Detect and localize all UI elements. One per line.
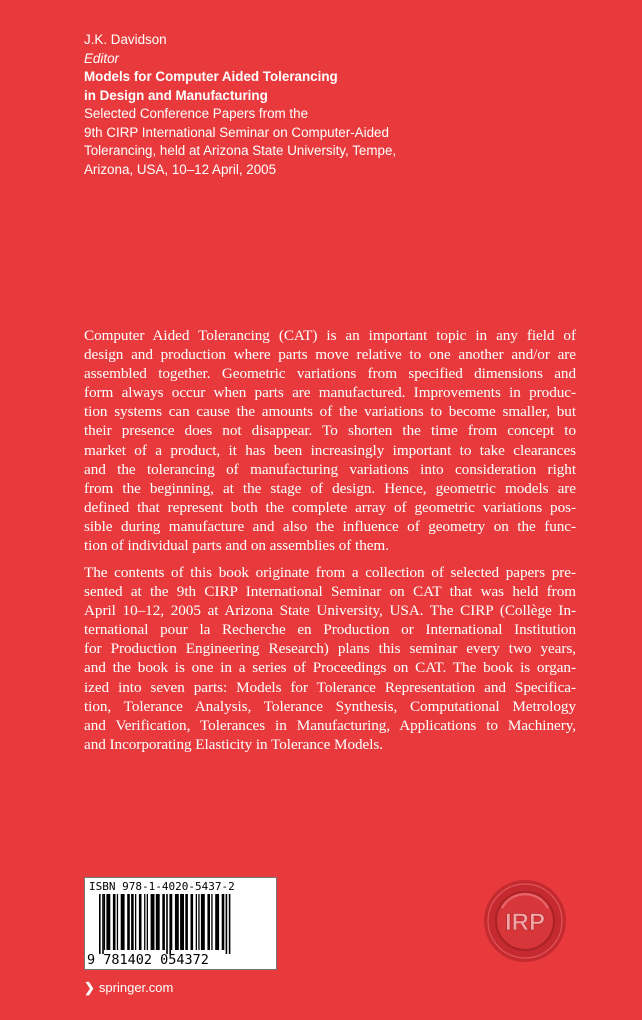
barcode-bar [151, 894, 155, 950]
barcode-bar [198, 894, 199, 950]
paragraph-line: and Verification, Tolerances in Manufacturing, Applications to Machinery, [84, 716, 576, 734]
book-title-line-2: in Design and Manufacturing [84, 87, 268, 103]
barcode-bar [135, 894, 136, 950]
book-info-header [84, 31, 414, 179]
paragraph-line: April 10–12, 2005 at Arizona State University, USA. The CIRP (Collège In- [84, 602, 576, 620]
subtitle-line-4: Arizona, USA, 10–12 April, 2005 [84, 161, 277, 177]
barcode-bar [196, 894, 197, 950]
barcode-bar [211, 894, 212, 950]
paragraph-line: form always occur when parts are manufactured. Improvements in produc- [84, 384, 576, 402]
book-title-line-1: Models for Computer Aided Tolerancing [84, 69, 338, 84]
description-paragraph-1 [84, 326, 576, 555]
paragraph-line: tion, Tolerance Analysis, Tolerance Synthesis, Computational Metrology [84, 697, 576, 715]
barcode-bar [175, 894, 179, 950]
paragraph-line: design and production where parts move relative to one another and/or are [84, 346, 576, 364]
paragraph-line: and the book is one in a series of Proceedings on CAT. The book is organ- [84, 659, 576, 677]
barcode-bar [229, 894, 231, 954]
barcode-bar [144, 894, 145, 950]
editor-name: J.K. Davidson [84, 32, 167, 47]
logo-text: IRP [504, 909, 546, 936]
paragraph-line: Computer Aided Tolerancing (CAT) is an important topic in any field of [84, 327, 576, 344]
barcode-bar [139, 894, 142, 950]
subtitle-line-2: 9th CIRP International Seminar on Computer-Aided [84, 124, 389, 140]
barcode-bar [185, 894, 188, 950]
barcode-bar [147, 894, 148, 950]
barcode-bar [121, 894, 125, 950]
paragraph-line: ized into seven parts: Models for Tolerance Representation and Specifica- [84, 678, 576, 696]
barcode-bar [171, 894, 172, 950]
publisher-link[interactable] [84, 980, 173, 996]
paragraph-line: and Incorporating Elasticity in Tolerance Models. [84, 735, 384, 753]
barcode-bar [117, 894, 118, 950]
paragraph-line: market of a product, it has been increasingly important to take clearances [84, 441, 576, 459]
paragraph-line: their presence does not disappear. To shorten the time from concept to [84, 422, 576, 440]
paragraph-line: ternational pour la Recherche en Production or International Institution [84, 621, 576, 639]
barcode-bar [104, 894, 105, 950]
isbn-barcode [84, 877, 277, 970]
barcode-bar [166, 894, 168, 954]
subtitle-line-3: Tolerancing, held at Arizona State University, Tempe, [84, 143, 397, 158]
barcode-bar [106, 894, 110, 950]
cirp-logo [482, 878, 568, 964]
subtitle-line-1: Selected Conference Papers from the [84, 106, 309, 121]
paragraph-line: sented at the 9th CIRP International Seminar on CAT that was held from [84, 583, 576, 601]
barcode-bar [201, 894, 205, 950]
chevron-right-icon: ❯ [84, 980, 95, 995]
paragraph-line: from the beginning, at the stage of design. Hence, geometric models are [84, 479, 576, 497]
barcode-bar [162, 894, 165, 950]
barcode-bar [222, 894, 225, 950]
paragraph-line: tion of individual parts and on assemblies of them. [84, 537, 389, 555]
description-paragraph-2 [84, 563, 576, 754]
paragraph-line: for Production Engineering Research) plans this seminar every two years, [84, 640, 576, 658]
paragraph-line: and the tolerancing of manufacturing variations into consideration right [84, 460, 576, 478]
barcode-bar [102, 894, 104, 954]
paragraph-line: defined that represent both the complete array of geometric variations pos- [84, 498, 576, 516]
barcode-bar [215, 894, 219, 950]
barcode-bars [99, 894, 271, 954]
publisher-website: springer.com [98, 980, 174, 995]
barcode-bar [226, 894, 228, 954]
isbn-label: ISBN 978-1-4020-5437-2 [89, 880, 235, 893]
barcode-bar [156, 894, 160, 950]
barcode-bar [180, 894, 184, 950]
barcode-bar [127, 894, 130, 950]
paragraph-line: sible during manufacture and also the influence of geometry on the func- [84, 517, 576, 535]
barcode-bar [113, 894, 116, 950]
barcode-bar [99, 894, 101, 954]
editor-role: Editor [84, 50, 119, 66]
barcode-bar [169, 894, 171, 954]
barcode-bar [191, 894, 194, 950]
paragraph-line: The contents of this book originate from a collection of selected papers pre- [84, 564, 576, 581]
barcode-bar [131, 894, 134, 950]
barcode-digits: 9 781402 054372 [87, 952, 209, 968]
barcode-bar [207, 894, 210, 950]
paragraph-line: tion systems can cause the amounts of the variations to become smaller, but [84, 403, 576, 421]
paragraph-line: assembled together. Geometric variations from specified dimensions and [84, 365, 576, 383]
